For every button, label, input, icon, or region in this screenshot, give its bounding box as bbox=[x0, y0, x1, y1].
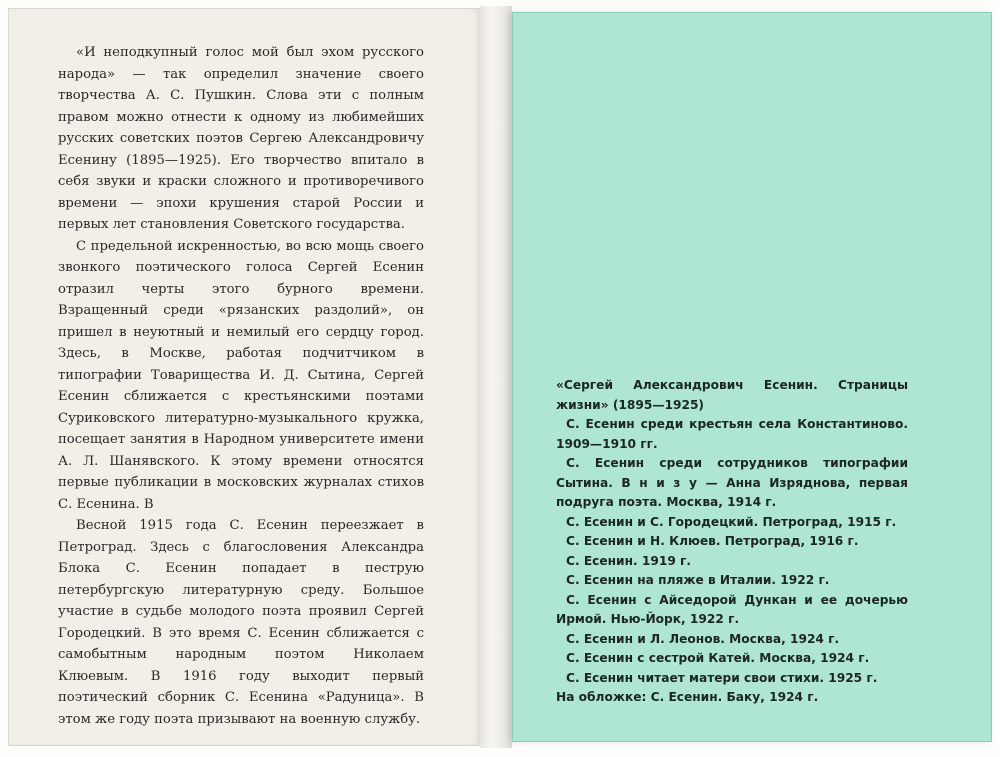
intro-paragraph-1: «И неподкупный голос мой был эхом русского народа» — так определил значение своего творчества А. С. Пушкин. Слова эти с полным правом можно отнести к одному из любимейших русских советских поэтов Сергею Александровичу Есенину (1895—1925). Его творчество впитало в себя звуки и краски сложного и противоречивого времени — эпохи крушения старой России и первых лет становления Советского государства. bbox=[58, 45, 424, 232]
cover-note: На обложке: С. Есенин. Баку, 1924 г. bbox=[556, 690, 819, 704]
intro-paragraph-2: С предельной искренностью, во всю мощь своего звонкого поэтического голоса Сергей Есенин отразил черты этого бурного времени. Взращенный среди «рязанских раздолий», он пришел в неуютный и немилый его сердцу город. Здесь, в Москве, работая подчитчиком в типографии Товарищества И. Д. Сытина, Сергей Есенин сближается с крестьянскими поэтами Суриковского литературно-музыкального кружка, посещает занятия в Народном университете имени А. Л. Шанявского. К этому времени относятся первые публикации в московских журналах стихов С. Есенина. В bbox=[58, 238, 424, 512]
caption-8: С. Есенин и Л. Леонов. Москва, 1924 г. bbox=[566, 631, 840, 646]
book-gutter bbox=[480, 6, 512, 748]
intro-text bbox=[58, 42, 424, 730]
caption-6: С. Есенин на пляже в Италии. 1922 г. bbox=[566, 573, 830, 587]
contents-list bbox=[556, 376, 908, 708]
caption-1: С. Есенин среди крестьян села Константиново. 1909—1910 гг. bbox=[556, 417, 908, 451]
caption-2: С. Есенин среди сотрудников типографии Сытина. В н и з у — Анна Изряднова, первая подруга поэта. Москва, 1914 г. bbox=[556, 456, 908, 509]
set-title: «Сергей Александрович Есенин. Страницы жизни» (1895—1925) bbox=[556, 378, 908, 412]
caption-4: С. Есенин и Н. Клюев. Петроград, 1916 г. bbox=[566, 534, 859, 548]
caption-3: С. Есенин и С. Городецкий. Петроград, 1915 г. bbox=[566, 514, 897, 529]
caption-10: С. Есенин читает матери свои стихи. 1925 г. bbox=[566, 670, 878, 685]
intro-paragraph-3: Весной 1915 года С. Есенин переезжает в Петроград. Здесь с благословения Александра Блока С. Есенин попадает в пеструю петербургскую литературную среду. Большое участие в судьбе молодого поэта проявил Сергей Городецкий. В это время С. Есенин сближается с самобытным народным поэтом Николаем Клюевым. В 1916 году выходит первый поэтический сборник С. Есенина «Радуница». В этом же году поэта призывают на военную службу. bbox=[58, 518, 424, 727]
caption-9: С. Есенин с сестрой Катей. Москва, 1924 г. bbox=[566, 651, 870, 665]
caption-5: С. Есенин. 1919 г. bbox=[566, 553, 692, 568]
caption-7: С. Есенин с Айседорой Дункан и ее дочерью Ирмой. Нью-Йорк, 1922 г. bbox=[556, 592, 908, 626]
